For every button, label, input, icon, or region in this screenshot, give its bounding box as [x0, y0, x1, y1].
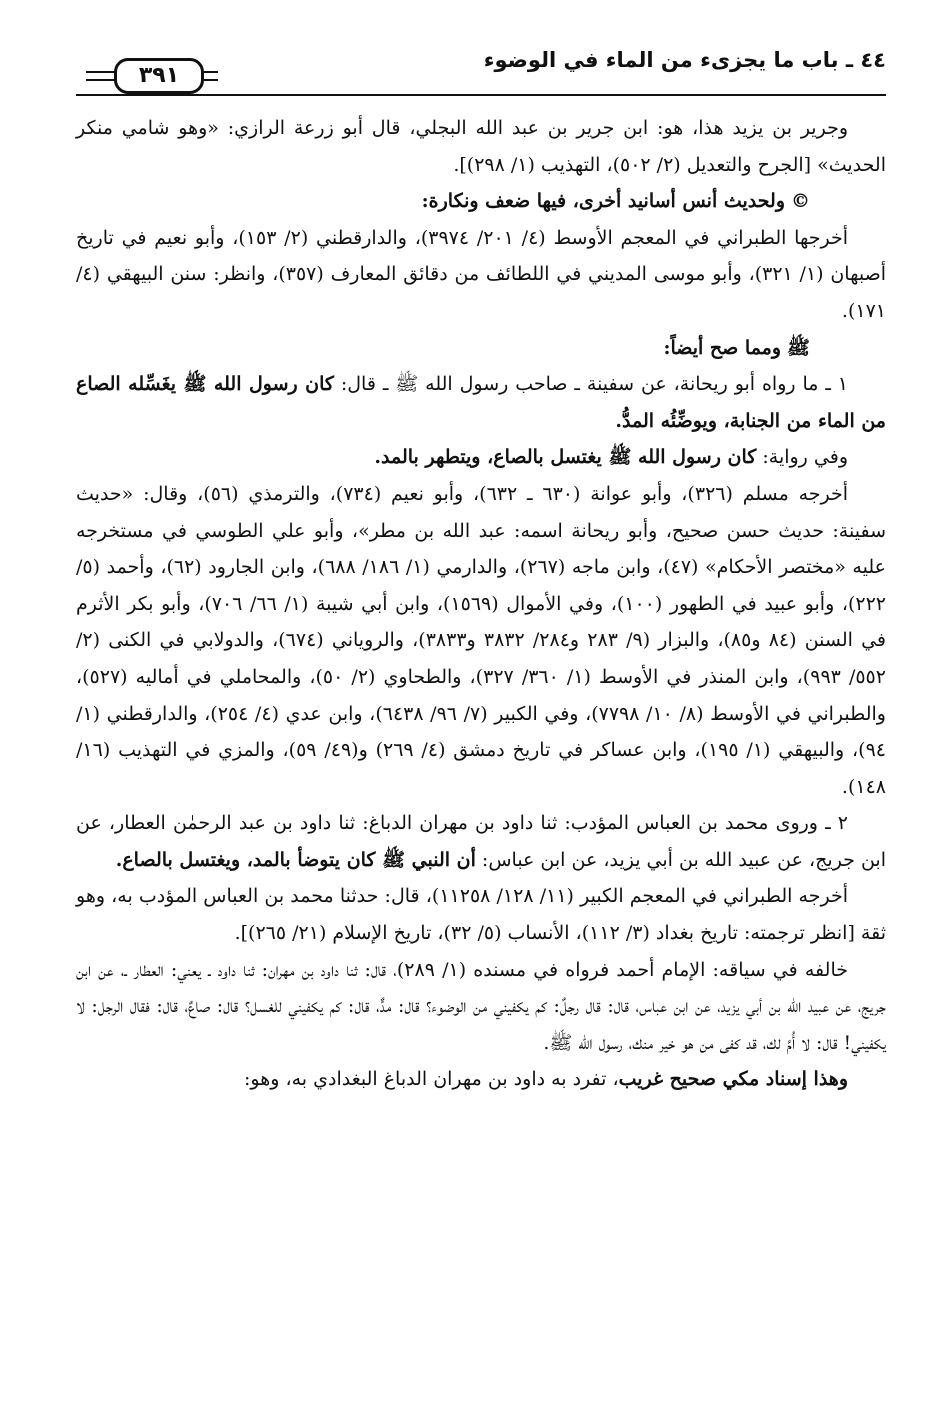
variant-matn: كان رسول الله ﷺ يغتسل بالصاع، ويتطهر بالمد. — [374, 446, 757, 469]
isnad-verdict-bold: وهذا إسناد مكي صحيح غريب — [618, 1068, 848, 1091]
header-ornament-left — [86, 71, 116, 81]
heading-anas-text: ولحديث أنس أسانيد أخرى، فيها ضعف ونكارة: — [421, 190, 785, 213]
paragraph-tabarani-awsat: أخرجها الطبراني في المعجم الأوسط (٤/ ٢٠١/ ٣٩٧٤)، والدارقطني (٢/ ١٥٣)، وأبو نعيم في تاريخ أصبهان (١/ ٣٢١)، وأبو موسى المديني في اللطائف من دقائق المعارف (٣٥٧)، وانظر: سنن البيهقي (٤/ ١٧١). — [76, 226, 886, 322]
heading-anas-chains — [76, 183, 886, 220]
section-marker-icon: ﷺ — [787, 336, 810, 359]
header-rule — [76, 94, 886, 96]
paragraph-jarir: وجرير بن يزيد هذا، هو: ابن جرير بن عبد الله البجلي، قال أبو زرعة الرازي: «وهو شامي منكر الحديث» [الجرح والتعديل (٢/ ٥٠٢)، التهذيب (١/ ٢٩٨)]. — [76, 117, 886, 176]
hadith-safina-matn: كان رسول الله ﷺ يغَسِّله الصاع من الماء من الجنابة، ويوضِّئُه المدُّ. — [76, 373, 886, 432]
section-marker-icon: © — [791, 190, 810, 213]
hadith-safina — [76, 366, 886, 439]
page-number: ٣٩١ — [114, 58, 204, 94]
hadith-ibn-abbas — [76, 805, 886, 878]
chapter-title: ٤٤ ـ باب ما يجزىء من الماء في الوضوء — [483, 48, 886, 72]
heading-also-authentic — [76, 330, 886, 367]
takhrij-muslim: أخرجه مسلم (٣٢٦)، وأبو عوانة (٦٣٠ ـ ٦٣٢)، وأبو نعيم (٧٣٤)، والترمذي (٥٦)، وقال: «حديث سفينة: حديث حسن صحيح، وأبو ريحانة اسمه: عبد الله بن مطر»، وأبو علي الطوسي في مستخرجه عليه «مختصر الأحكام» (٤٧)، وابن ماجه (٢٦٧)، والدارمي (١/ ١٨٦/ ٦٨٨)، وابن الجارود (٦٢)، وأحمد (٥/ ٢٢٢)، وأبو عبيد في الطهور (١٠٠)، وفي الأموال (١٥٦٩)، وابن أبي شيبة (١/ ٦٦/ ٧٠٦)، وأبو بكر الأثرم في السنن (٨٤ و٨٥)، والبزار (٩/ ٢٨٣ و٢٨٤/ ٣٨٣٢ و٣٨٣٣)، والروياني (٦٧٤)، والدولابي في الكنى (٢/ ٥٥٢/ ٩٩٣)، وابن المنذر في الأوسط (١/ ٣٦٠/ ٣٢٧)، والطحاوي (٢/ ٥٠)، والمحاملي في أماليه (٥٢٧)، والطبراني في الأوسط (٨/ ١٠/ ٧٧٩٨)، وفي الكبير (٧/ ٩٦/ ٦٤٣٨)، وابن عدي (٤/ ٢٥٤)، والدارقطني (١/ ٩٤)، والبيهقي (١/ ١٩٥)، وابن عساكر في تاريخ دمشق (٤/ ٢٦٩) و(٤٩/ ٥٩)، والمزي في التهذيب (١٦/ ١٤٨). — [76, 482, 887, 798]
takhrij-tabarani-kabir: أخرجه الطبراني في المعجم الكبير (١١/ ١٢٨/ ١١٢٥٨)، قال: حدثنا محمد بن العباس المؤدب به، وهو ثقة [انظر ترجمته: تاريخ بغداد (٣/ ١١٢)، الأنساب (٥/ ٣٢)، تاريخ الإسلام (٢١/ ٢٦٥)]. — [76, 885, 886, 945]
hadith-safina-isnad: ١ ـ ما رواه أبو ريحانة، عن سفينة ـ صاحب رسول الله ﷺ ـ قال: — [333, 373, 849, 396]
paragraph-isnad-verdict — [76, 1061, 886, 1098]
page-body — [76, 110, 886, 1098]
variant-intro: وفي رواية: — [756, 446, 848, 469]
hadith-safina-variant — [76, 439, 886, 476]
isnad-verdict-rest: ، تفرد به داود بن مهران الدباغ البغدادي به، وهو: — [244, 1068, 619, 1091]
header-ornament-right — [204, 71, 218, 81]
hadith-ibn-abbas-isnad: ٢ ـ وروى محمد بن العباس المؤدب: ثنا داود بن مهران الدباغ: ثنا داود بن عبد الرحمٰن العطار، عن ابن جريج، عن عبيد الله بن أبي يزيد، عن ابن عباس: — [76, 812, 886, 871]
heading-also-text: ومما صح أيضاً: — [663, 336, 782, 359]
page-header — [76, 40, 886, 110]
hadith-ibn-abbas-matn: أن النبي ﷺ كان يتوضأ بالمد، ويغتسل بالصاع. — [115, 848, 476, 871]
paragraph-ahmad-variant: خالفه في سياقه: الإمام أحمد فرواه في مسنده (١/ ٢٨٩)، قال: ثنا داود بن مهران: ثنا داود ـ يعني: العطار ـ، عن ابن جريج، عن عبيد الله بن أبي يزيد، عن ابن عباس، قال: قال رجلٌ: كم يكفيني من الوضوء؟ قال: مدٌّ، قال: كم يكفيني للغسل؟ قال: صاعٌ، قال: فقال الرجل: لا يكفيني! قال: لا أُمَّ لك، قد كفى من هو خير منك، رسول الله ﷺ. — [76, 958, 886, 1054]
